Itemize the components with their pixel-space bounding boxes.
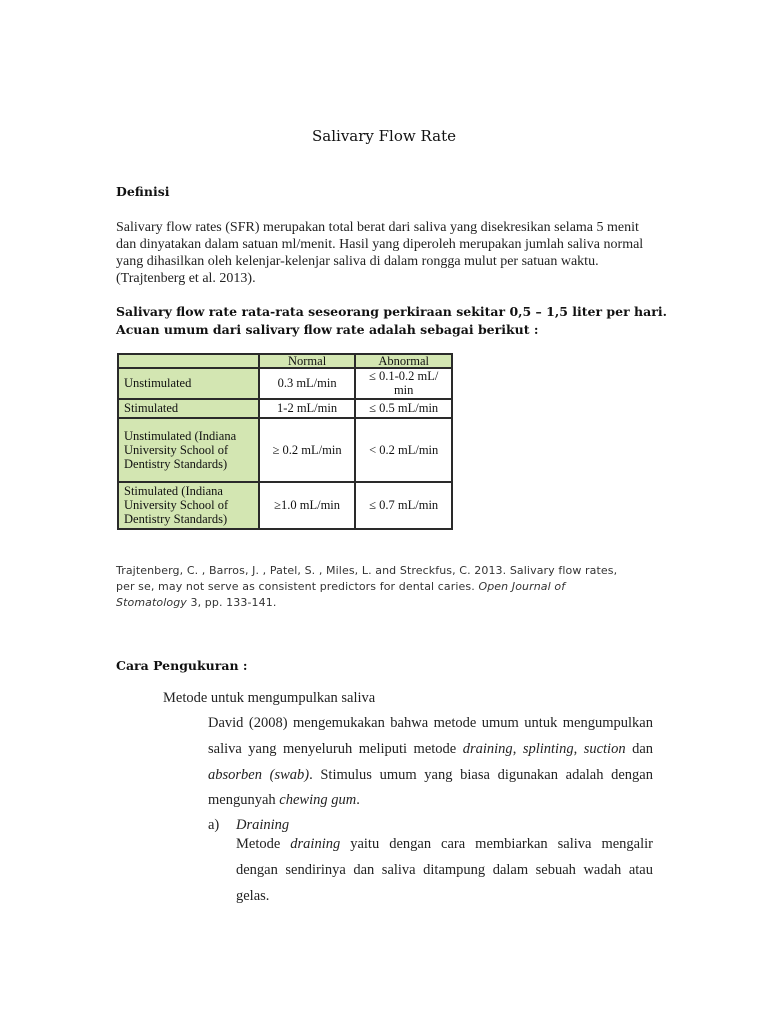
table-cell-abnormal: < 0.2 mL/min bbox=[355, 418, 452, 482]
table-row-label: Unstimulated (Indiana University School of Dentistry Standards) bbox=[118, 418, 259, 482]
term-absorben: absorben (swab) bbox=[208, 766, 310, 783]
text-run: , bbox=[512, 740, 523, 757]
table-header-corner bbox=[118, 354, 259, 368]
text-run: . bbox=[356, 792, 360, 809]
reference-details: 3, pp. 133-141. bbox=[186, 596, 277, 609]
list-item-title: Draining bbox=[236, 817, 290, 833]
table-header-abnormal: Abnormal bbox=[355, 354, 452, 368]
term-draining: draining bbox=[462, 740, 513, 757]
text-run: David (2008) mengemukakan bahwa metode umum untuk mengumpulkan saliva yang menyeluruh meliputi metode bbox=[208, 715, 653, 757]
table-cell-abnormal: ≤ 0.5 mL/min bbox=[355, 399, 452, 418]
table-row bbox=[118, 418, 452, 482]
table-header-normal: Normal bbox=[259, 354, 356, 368]
text-run: , bbox=[573, 740, 584, 757]
term-suction: suction bbox=[583, 740, 626, 757]
summary-line-1: Salivary flow rate rata-rata seseorang perkiraan sekitar 0,5 – 1,5 liter per hari. bbox=[116, 304, 667, 319]
collection-method-paragraph bbox=[208, 711, 653, 814]
text-run: . Stimulus umum yang biasa digunakan adalah dengan mengunyah bbox=[208, 766, 653, 809]
table-cell-abnormal: ≤ 0.7 mL/min bbox=[355, 482, 452, 529]
reference-citation bbox=[116, 563, 636, 611]
text-run: yaitu dengan cara membiarkan saliva mengalir dengan sendirinya dan saliva ditampung dalam sebuah wadah atau gelas. bbox=[236, 836, 653, 904]
table-cell-abnormal: ≤ 0.1-0.2 mL/ min bbox=[355, 368, 452, 399]
term-splinting: splinting bbox=[522, 740, 574, 757]
table-row bbox=[118, 399, 452, 418]
table-row bbox=[118, 482, 452, 529]
list-item-marker: a) bbox=[208, 817, 220, 833]
term-chewing-gum: chewing gum bbox=[279, 792, 357, 809]
table-row-label: Unstimulated bbox=[118, 368, 259, 399]
table-cell-normal: 0.3 mL/min bbox=[259, 368, 356, 399]
definition-paragraph: Salivary flow rates (SFR) merupakan total berat dari saliva yang disekresikan selama 5 menit dan dinyatakan dalam satuan ml/menit. Hasil yang diperoleh merupakan jumlah saliva normal yang dihasilkan oleh kelenjar-kelenjar saliva di dalam rongga mulut per satuan waktu. (Trajtenberg et al. 2013). bbox=[116, 220, 644, 286]
salivary-flow-table bbox=[117, 353, 453, 530]
collection-method-subheading: Metode untuk mengumpulkan saliva bbox=[163, 690, 376, 706]
summary-line-2: Acuan umum dari salivary flow rate adalah sebagai berikut : bbox=[116, 322, 539, 337]
table-header-row bbox=[118, 354, 452, 368]
list-item-body bbox=[236, 831, 653, 909]
table-cell-normal: 1-2 mL/min bbox=[259, 399, 356, 418]
definition-heading: Definisi bbox=[116, 184, 170, 199]
reference-journal: Open Journal of Stomatology bbox=[116, 580, 566, 609]
table-cell-normal: ≥ 0.2 mL/min bbox=[259, 418, 356, 482]
table-row bbox=[118, 368, 452, 399]
table-cell-normal: ≥1.0 mL/min bbox=[259, 482, 356, 529]
reference-authors: Trajtenberg, C. , Barros, J. , Patel, S. , Miles, L. and Streckfus, C. 2013. Salivary flow rates, per se, may not serve as consistent predictors for dental caries. bbox=[116, 564, 618, 593]
text-run: dan bbox=[625, 740, 654, 757]
text-run: Metode bbox=[236, 836, 291, 852]
term-draining: draining bbox=[290, 836, 341, 852]
table-row-label: Stimulated (Indiana University School of Dentistry Standards) bbox=[118, 482, 259, 529]
table-row-label: Stimulated bbox=[118, 399, 259, 418]
document-title: Salivary Flow Rate bbox=[312, 127, 456, 145]
measurement-heading: Cara Pengukuran : bbox=[116, 658, 248, 673]
